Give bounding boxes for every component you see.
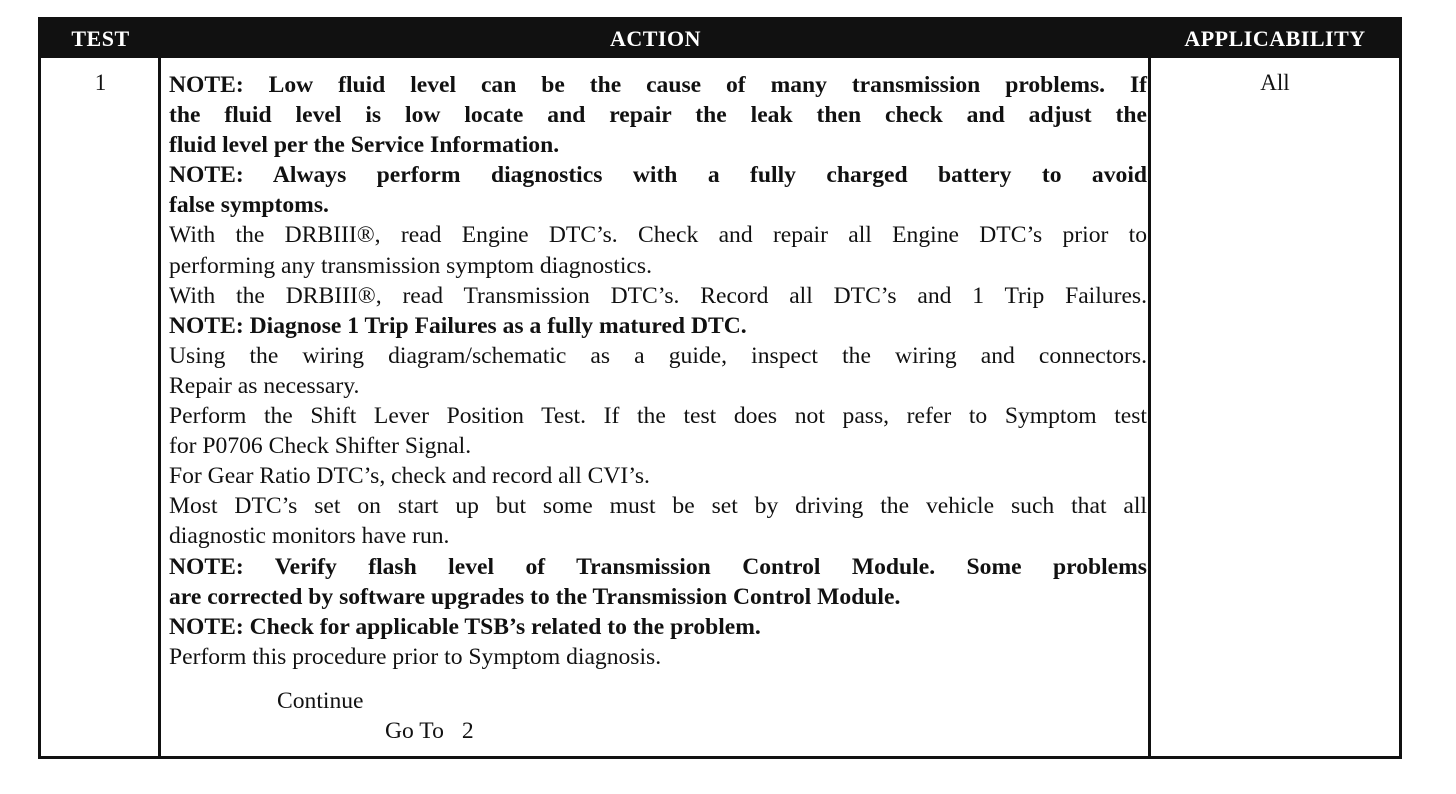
- column-divider: [158, 58, 161, 756]
- header-applicability: APPLICABILITY: [1184, 26, 1366, 51]
- action-line: performing any transmission symptom diagnostics.: [169, 252, 652, 279]
- goto-instruction: [385, 718, 474, 745]
- action-line: are corrected by software upgrades to the Transmission Control Module.: [169, 583, 901, 610]
- action-line: Perform this procedure prior to Symptom diagnosis.: [169, 643, 662, 670]
- action-line: Repair as necessary.: [169, 372, 360, 399]
- action-line: fluid level per the Service Information.: [169, 132, 560, 159]
- action-text: [169, 70, 1147, 672]
- test-number: 1: [94, 70, 107, 95]
- table-header: [41, 20, 1399, 58]
- action-line: With the DRBIII®, read Transmission DTC’s. Record all DTC’s and 1 Trip Failures.: [169, 282, 1147, 309]
- diagnostic-table: [38, 17, 1402, 759]
- action-line: NOTE: Always perform diagnostics with a fully charged battery to avoid: [169, 162, 1147, 189]
- action-line: false symptoms.: [169, 192, 329, 219]
- continue-label: Continue: [277, 688, 364, 714]
- action-line: NOTE: Low fluid level can be the cause of many transmission problems. If: [169, 72, 1147, 98]
- action-line: Perform the Shift Lever Position Test. If the test does not pass, refer to Symptom test: [169, 403, 1147, 430]
- action-line: diagnostic monitors have run.: [169, 523, 450, 550]
- action-line: NOTE: Check for applicable TSB’s related to the problem.: [169, 613, 761, 640]
- action-line: for P0706 Check Shifter Signal.: [169, 433, 472, 460]
- action-line: NOTE: Verify flash level of Transmission Control Module. Some problems: [169, 553, 1147, 580]
- action-line: Most DTC’s set on start up but some must be set by driving the vehicle such that all: [169, 493, 1147, 520]
- action-line: the fluid level is low locate and repair the leak then check and adjust the: [169, 102, 1147, 129]
- goto-label: Go To: [385, 718, 444, 744]
- header-action: ACTION: [609, 26, 701, 51]
- action-line: With the DRBIII®, read Engine DTC’s. Check and repair all Engine DTC’s prior to: [169, 222, 1147, 249]
- action-line: Using the wiring diagram/schematic as a guide, inspect the wiring and connectors.: [169, 342, 1147, 369]
- column-divider: [1148, 58, 1151, 756]
- action-line: For Gear Ratio DTC’s, check and record all CVI’s.: [169, 463, 650, 490]
- header-test: TEST: [71, 26, 130, 51]
- goto-target: 2: [461, 718, 474, 744]
- applicability-value: All: [1260, 70, 1290, 95]
- action-line: NOTE: Diagnose 1 Trip Failures as a fully matured DTC.: [169, 312, 747, 339]
